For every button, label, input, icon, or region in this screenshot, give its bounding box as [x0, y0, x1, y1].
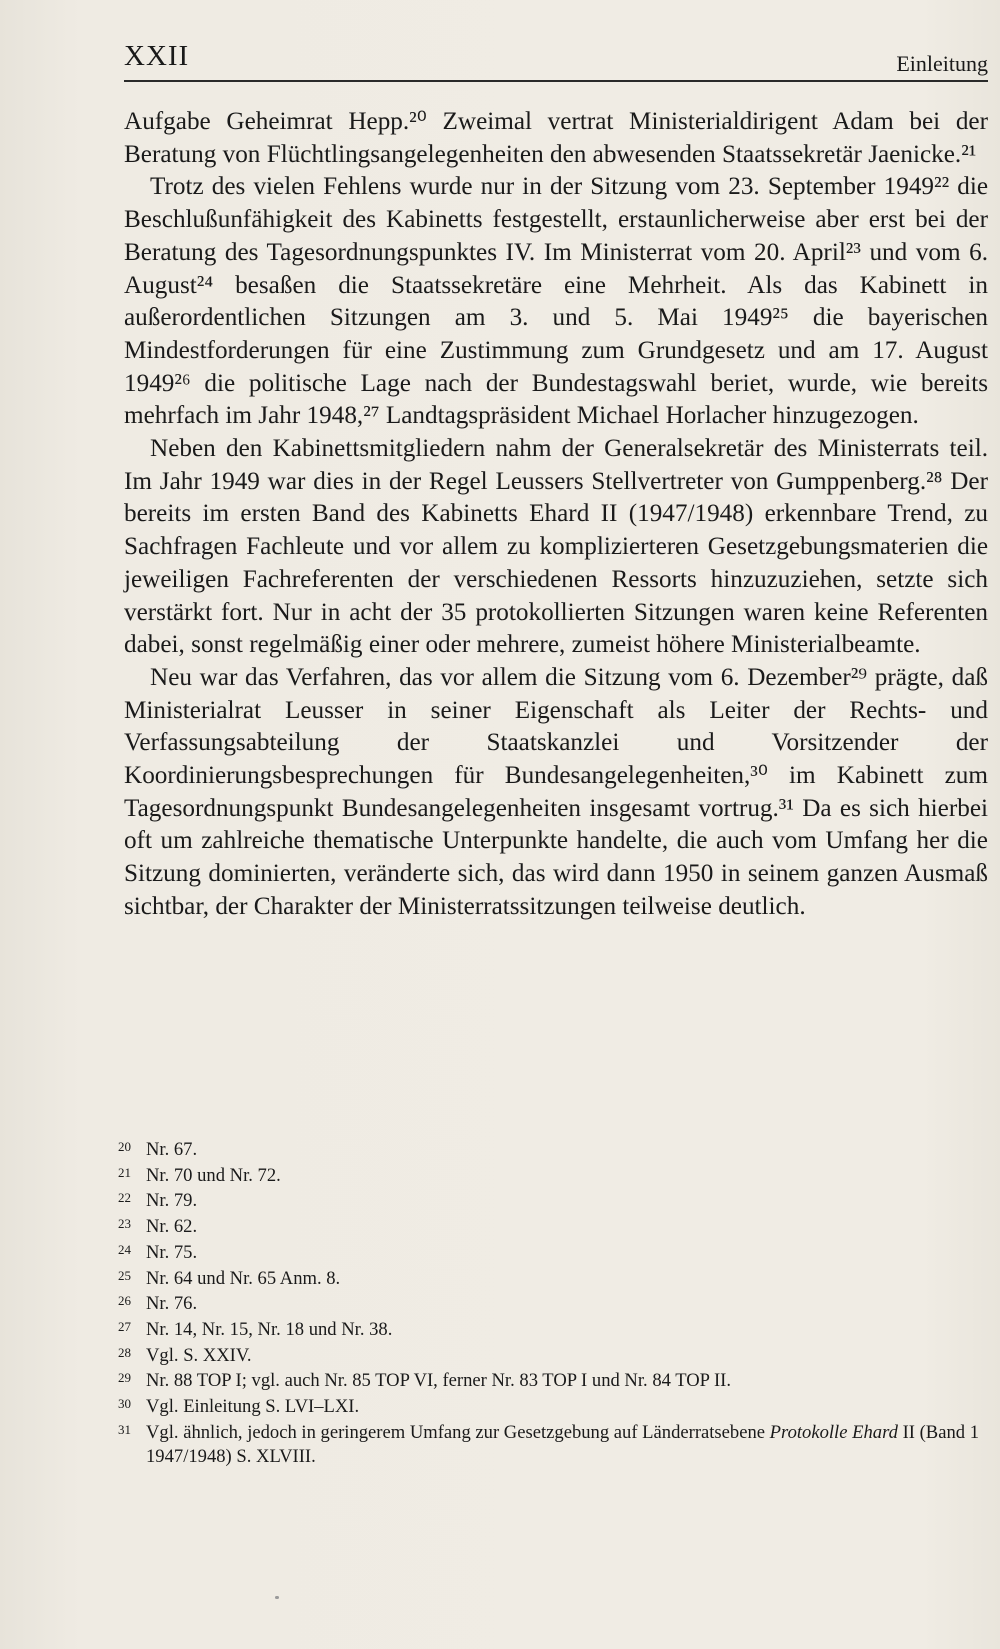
- paragraph-1: Aufgabe Geheimrat Hepp.²⁰ Zweimal vertrat Ministerialdirigent Adam bei der Beratung von Flüchtlingsangelegenheiten den abwesenden Staatssekretär Jaenicke.²¹: [124, 108, 988, 168]
- footnote-number: 28: [118, 1344, 131, 1360]
- footnote-number: 30: [118, 1396, 131, 1412]
- footnote-italic-title: Protokolle Ehard: [769, 1421, 898, 1443]
- footnote-text: Nr. 64 und Nr. 65 Anm. 8.: [146, 1267, 341, 1289]
- footnote: [118, 1369, 990, 1395]
- footnote-text: Nr. 70 und Nr. 72.: [146, 1164, 281, 1186]
- footnote: [118, 1395, 990, 1421]
- footnote-text: Nr. 88 TOP I; vgl. auch Nr. 85 TOP VI, ferner Nr. 83 TOP I und Nr. 84 TOP II.: [146, 1370, 732, 1392]
- footnote-number: 31: [118, 1421, 131, 1437]
- footnote: [118, 1241, 990, 1267]
- paper-speck: [275, 1596, 279, 1599]
- footnote-number: 22: [118, 1190, 131, 1206]
- footnote-text: Nr. 76.: [146, 1293, 198, 1315]
- footnote-number: 27: [118, 1318, 131, 1334]
- footnote-number: 20: [118, 1139, 131, 1154]
- running-title: Einleitung: [896, 51, 988, 76]
- footnote: [118, 1344, 990, 1370]
- footnote-text: Nr. 79.: [146, 1190, 198, 1212]
- main-text: [124, 106, 988, 924]
- footnote-text: Nr. 62.: [146, 1216, 198, 1238]
- footnote-text: Vgl. S. XXIV.: [146, 1344, 252, 1366]
- page-number: XXII: [124, 40, 190, 72]
- footnote: [118, 1215, 990, 1241]
- footnote-number: 24: [118, 1241, 131, 1257]
- footnote-text-part: II (Band 1 1947/1948) S. XLVIII.: [146, 1421, 979, 1468]
- footnote-text-part: Vgl. ähnlich, jedoch in geringerem Umfang zur Gesetzgebung auf Länderratsebene: [146, 1421, 770, 1443]
- footnote: [118, 1189, 990, 1215]
- footnote-text: Nr. 14, Nr. 15, Nr. 18 und Nr. 38.: [146, 1318, 393, 1340]
- paragraph-3: Neben den Kabinettsmitgliedern nahm der Generalsekretär des Ministerrats teil. Im Jahr 1949 war dies in der Regel Leussers Stellvertreter von Gumppenberg.²⁸ Der bereits im ersten Band des Kabinetts Ehard II (1947/1948) erkennbare Trend, zu Sachfragen Fachleute und vor allem zu komplizierteren Gesetzgebungsmaterien die jeweiligen Fachreferenten der verschiedenen Ressorts hinzuzuziehen, setzte sich verstärkt fort. Nur in acht der 35 protokollierten Sitzungen waren keine Referenten dabei, sonst regelmäßig einer oder mehrere, zumeist höhere Ministerialbeamte.: [124, 435, 988, 659]
- footnote: [118, 1292, 990, 1318]
- footnote-text: Nr. 75.: [146, 1241, 198, 1263]
- footnote-text: [146, 1421, 990, 1470]
- footnote-number: 26: [118, 1293, 131, 1309]
- footnote: [118, 1267, 990, 1293]
- footnote-text: Nr. 67.: [146, 1139, 198, 1160]
- footnote: [118, 1138, 990, 1164]
- footnote: [118, 1421, 990, 1470]
- footnote: [118, 1164, 990, 1190]
- footnote-number: 25: [118, 1267, 131, 1283]
- paragraph-2: Trotz des vielen Fehlens wurde nur in der Sitzung vom 23. September 1949²² die Beschlußunfähigkeit des Kabinetts festgestellt, erstaunlicherweise aber erst bei der Beratung des Tagesordnungspunktes IV. Im Ministerrat vom 20. April²³ und vom 6. August²⁴ besaßen die Staatssekretäre eine Mehrheit. Als das Kabinett in außerordentlichen Sitzungen am 3. und 5. Mai 1949²⁵ die bayerischen Mindestforderungen für eine Zustimmung zum Grundgesetz und am 17. August 1949²⁶ die politische Lage nach der Bundestagswahl beriet, wurde, wie bereits mehrfach im Jahr 1948,²⁷ Landtagspräsident Michael Horlacher hinzugezogen.: [124, 173, 988, 430]
- footnote-number: 23: [118, 1216, 131, 1232]
- footnote-number: 29: [118, 1370, 131, 1386]
- running-header: [124, 40, 988, 82]
- footnotes: [118, 1138, 990, 1470]
- paragraph-4: Neu war das Verfahren, das vor allem die Sitzung vom 6. Dezember²⁹ prägte, daß Ministerialrat Leusser in seiner Eigenschaft als Leiter der Rechts- und Verfassungsabteilung der Staatskanzlei und Vorsitzender der Koordinierungsbesprechungen für Bundesangelegenheiten,³⁰ im Kabinett zum Tagesordnungspunkt Bundesangelegenheiten insgesamt vortrug.³¹ Da es sich hierbei oft um zahlreiche thematische Unterpunkte handelte, die auch vom Umfang her die Sitzung dominierten, veränderte sich, das wird dann 1950 in seinem ganzen Ausmaß sichtbar, der Charakter der Ministerratssitzungen teilweise deutlich.: [124, 663, 988, 920]
- footnote-text: Vgl. Einleitung S. LVI–LXI.: [146, 1396, 360, 1418]
- footnote-number: 21: [118, 1164, 131, 1180]
- footnote: [118, 1318, 990, 1344]
